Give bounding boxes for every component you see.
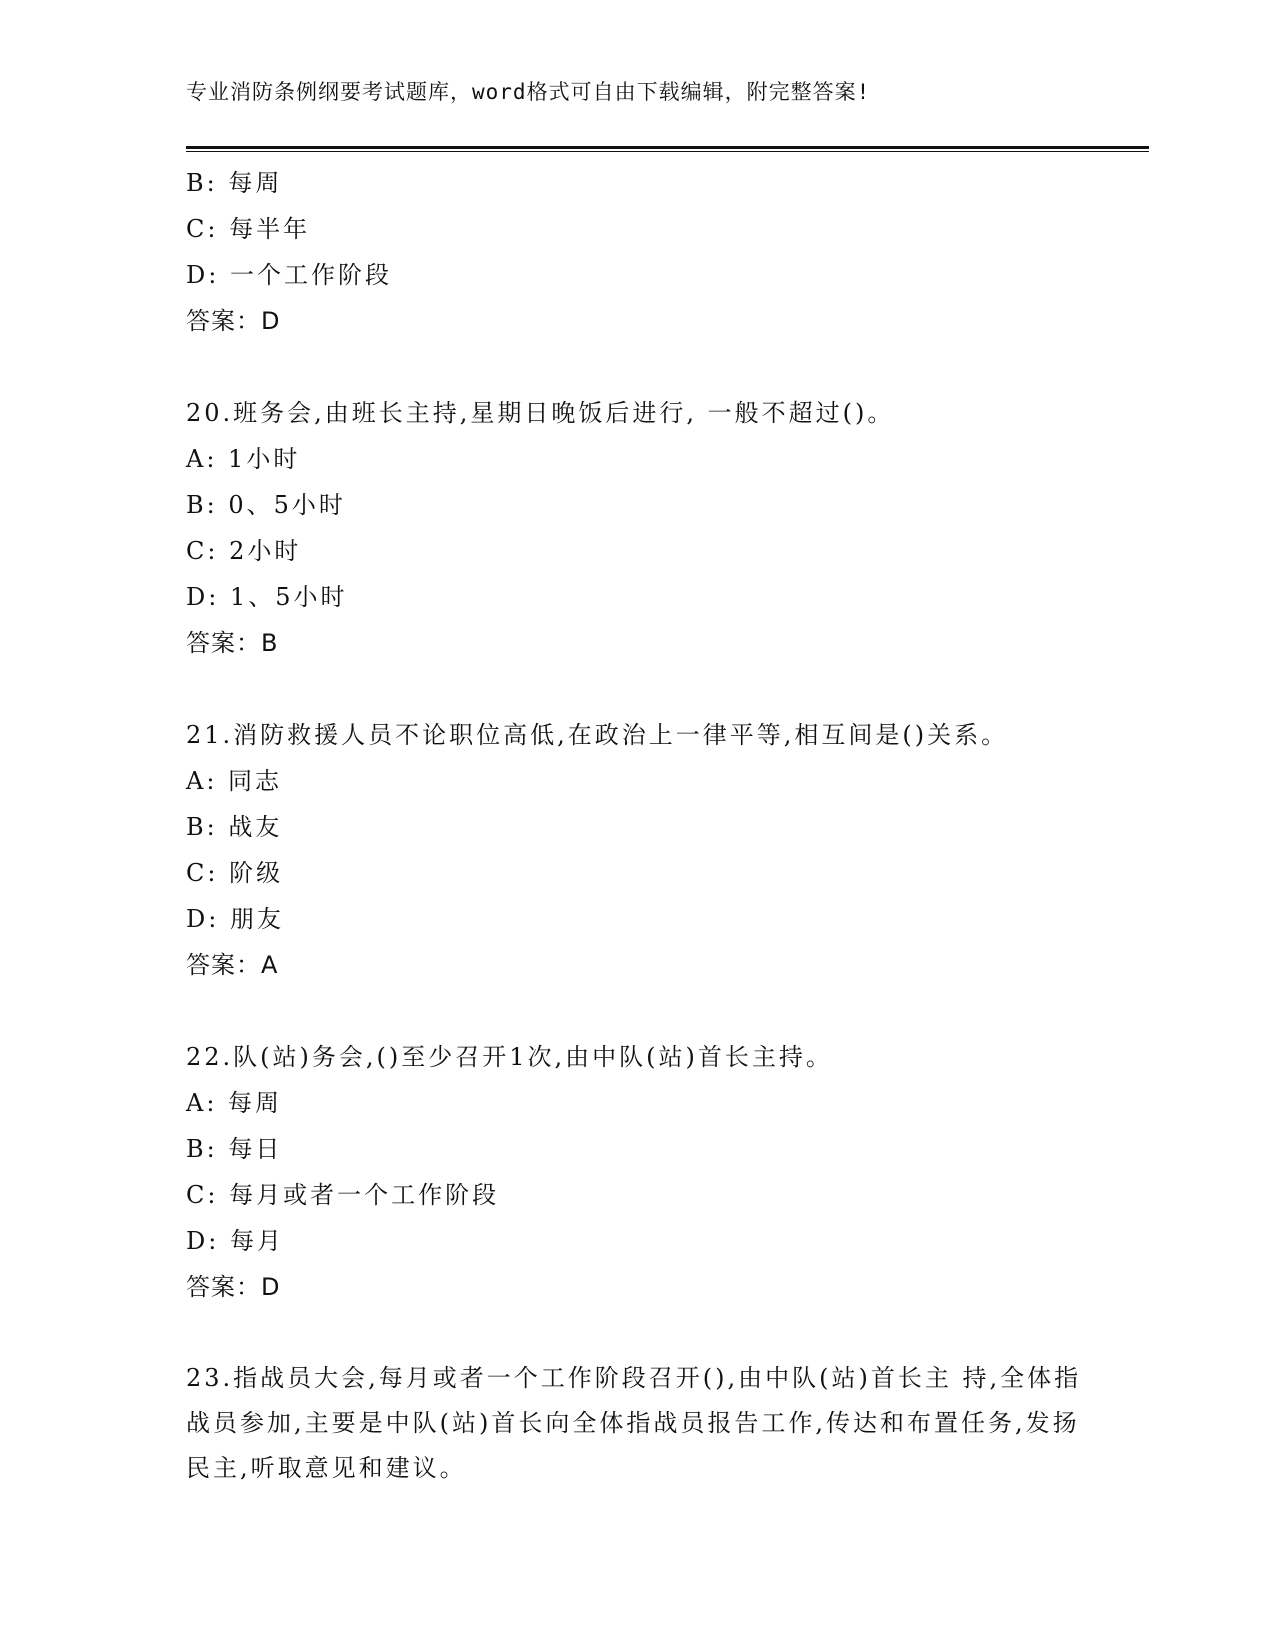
spacer	[186, 344, 1086, 390]
option-b: B: 每日	[186, 1135, 283, 1163]
answer-line: 答案：D	[186, 307, 281, 335]
spacer	[186, 1310, 1086, 1356]
option-a: A: 1小时	[186, 445, 301, 473]
question-text: 23.指战员大会,每月或者一个工作阶段召开(),由中队(站)首长主 持,全体指战员参加,主要是中队(站)首长向全体指战员报告工作,传达和布置任务,发扬民主,听取意见和建议。	[186, 1364, 1082, 1482]
option-c: C: 每半年	[186, 215, 311, 243]
question-text: 20.班务会,由班长主持,星期日晚饭后进行, 一般不超过()。	[186, 399, 895, 427]
page-header: 专业消防条例纲要考试题库，word格式可自由下载编辑，附完整答案!	[186, 80, 871, 104]
spacer	[186, 988, 1086, 1034]
option-c: C: 阶级	[186, 859, 284, 887]
option-c: C: 每月或者一个工作阶段	[186, 1181, 500, 1209]
answer-line: 答案：B	[186, 629, 279, 657]
answer-line: 答案：D	[186, 1273, 281, 1301]
option-d: D: 一个工作阶段	[186, 261, 392, 289]
question-text: 22.队(站)务会,()至少召开1次,由中队(站)首长主持。	[186, 1043, 833, 1071]
option-b: B: 战友	[186, 813, 283, 841]
question-block-22	[186, 1034, 1086, 1310]
question-text: 21.消防救援人员不论职位高低,在政治上一律平等,相互间是()关系。	[186, 721, 1009, 749]
option-b: B: 每周	[186, 169, 283, 197]
option-d: D: 每月	[186, 1227, 284, 1255]
header-rule-thick	[186, 146, 1149, 149]
question-list	[186, 160, 1086, 1491]
question-block-23	[186, 1356, 1086, 1491]
option-a: A: 同志	[186, 767, 283, 795]
option-b: B: 0、5小时	[186, 491, 346, 519]
question-block-19	[186, 160, 1086, 344]
option-d: D: 1、5小时	[186, 583, 348, 611]
question-block-20	[186, 390, 1086, 666]
question-block-21	[186, 712, 1086, 988]
option-d: D: 朋友	[186, 905, 284, 933]
answer-line: 答案：A	[186, 951, 279, 979]
header-rule-thin	[186, 151, 1149, 152]
option-a: A: 每周	[186, 1089, 283, 1117]
option-c: C: 2小时	[186, 537, 302, 565]
spacer	[186, 666, 1086, 712]
